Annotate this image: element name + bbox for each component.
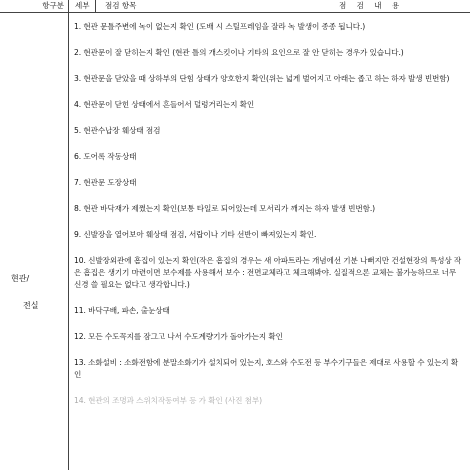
header-columns (69, 0, 470, 13)
area-label-line2: 전실 (23, 301, 39, 310)
header-area-label: 항구분 (0, 0, 69, 13)
header-divider (95, 0, 96, 12)
checklist-item: 12. 모든 수도꼭지를 잠그고 나서 수도계량기가 돌아가는지 확인 (74, 332, 283, 341)
area-cell (0, 13, 69, 470)
checklist-item: 1. 현관 문틀주변에 녹이 없는지 확인 (도배 시 스틸프레임을 잘라 녹 발생이 종종 됩니다.) (74, 22, 366, 31)
header-sub-label: 세부 (75, 1, 90, 10)
checklist-item: 2. 현관문이 잘 닫히는지 확인 (현관 틀의 개스킷이나 기타의 요인으로 잘 안 닫히는 경우가 있습니다.) (74, 48, 404, 57)
checklist-item: 9. 신발장을 열어보아 훼상태 점검, 서랍이나 기타 선반이 빠져있는지 확인. (74, 230, 317, 239)
section-row (0, 13, 470, 470)
checklist-item: 11. 바닥구배, 파손, 출눈상태 (74, 306, 170, 315)
header-check-label: 점검 항목 (105, 1, 137, 10)
checklist-item: 8. 현관 바닥재가 제쪘는지 확인(보통 타일로 되어있는데 모서리가 깨지는 하자 발생 빈번함.) (74, 204, 376, 213)
area-label-line1: 현관/ (11, 274, 30, 283)
checklist-item: 10. 신발장외관에 흠집이 있는지 확인(작은 흠집의 경우는 새 아파트라는 개념에선 기분 나뻐지만 건설현장의 특성상 작은 흠집은 생기기 마련이면 보수제를 사용해서 보수 : 전면교체라고 체크해봐야. 실질적으론 교체는 불가능하므로 너무 신경 쓸 필요는 없다고 생각합니다.) (74, 256, 462, 289)
checklist-item: 14. 현관의 조명과 스위치작동여부 등 가 확인 (사진 첨부) (74, 396, 262, 405)
checklist-item: 6. 도어록 작동상태 (74, 152, 137, 161)
header-content-label: 점 검 내 용 (339, 1, 404, 10)
checklist-item: 13. 소화설비 : 소화전함에 분말소화기가 설치되어 있는지, 호스와 수도전 등 부수기구들은 제대로 사용할 수 있는지 확인 (74, 358, 459, 379)
checklist-item: 7. 현관문 도장상태 (74, 178, 137, 187)
items-cell (69, 13, 470, 470)
checklist-item: 5. 현관수납장 훼상태 점검 (74, 126, 161, 135)
table-header-row (0, 0, 470, 13)
checklist-item: 3. 현관문을 닫았을 때 상하부의 단힘 상태가 양호한지 확인(위는 넓게 벌어지고 아래는 좁고 하는 하자 발생 빈번함) (74, 74, 450, 83)
checklist-item: 4. 현관문이 닫힌 상태에서 흔들어서 덜렁거리는지 확인 (74, 100, 255, 109)
